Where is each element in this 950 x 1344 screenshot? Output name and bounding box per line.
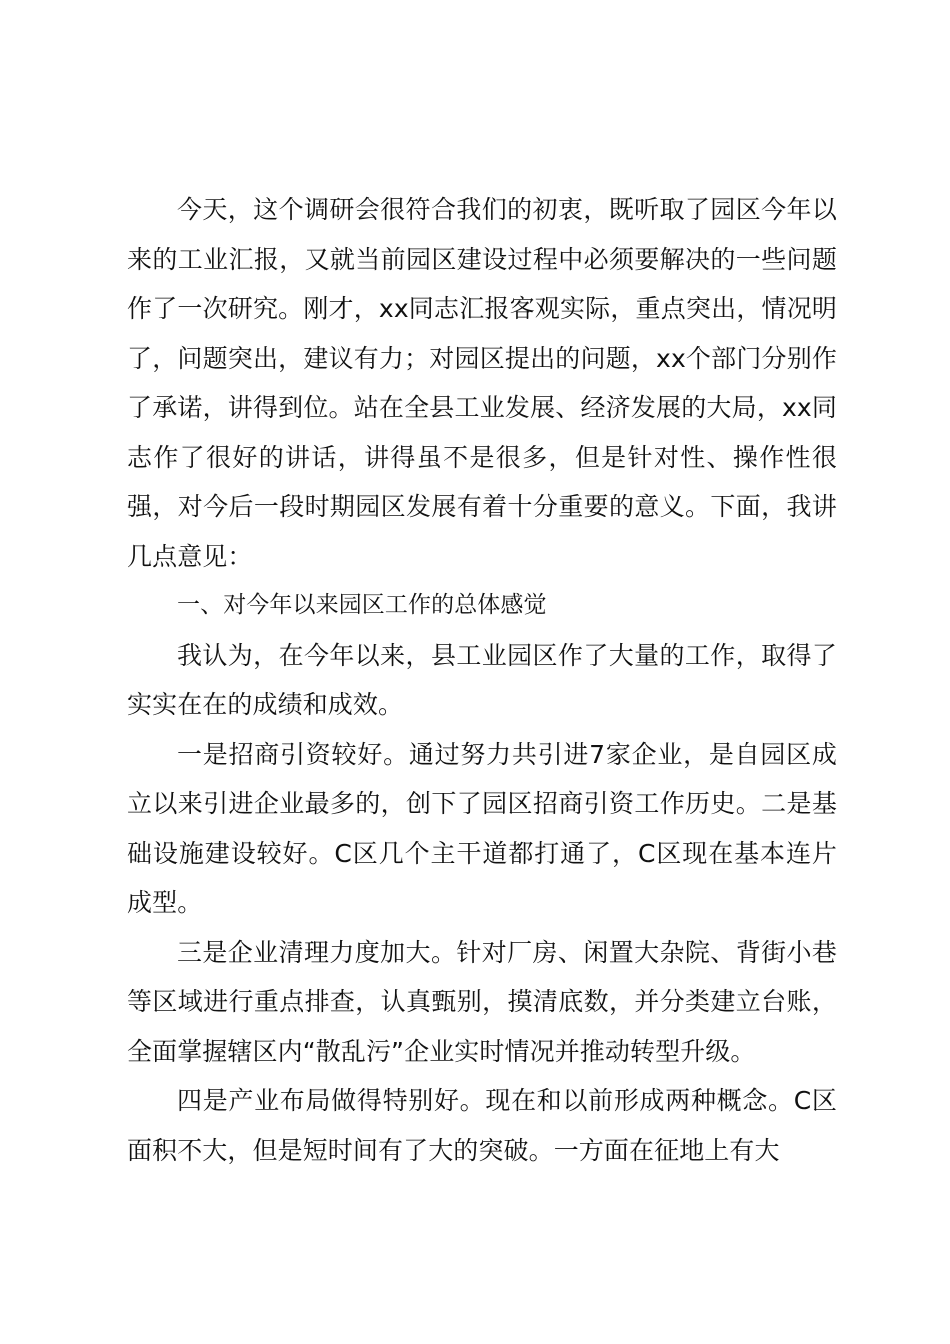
paragraph-overview: 我认为，在今年以来，县工业园区作了大量的工作，取得了实实在在的成绩和成效。	[127, 640, 837, 719]
paragraph-intro: 今天，这个调研会很符合我们的初衷，既听取了园区今年以来的工业汇报，又就当前园区建设过程中必须要解决的一些问题作了一次研究。刚才，xx同志汇报客观实际，重点突出，情况明了，问题突出，建议有力；对园区提出的问题，xx个部门分别作了承诺，讲得到位。站在全县工业发展、经济发展的大局，xx同志作了很好的讲话，讲得虽不是很多，但是针对性、操作性很强，对今后一段时期园区发展有着十分重要的意义。下面，我讲几点意见：	[127, 195, 837, 571]
paragraph-point-3: 三是企业清理力度加大。针对厂房、闲置大杂院、背街小巷等区域进行重点排查，认真甄别，摸清底数，并分类建立台账，全面掌握辖区内“散乱污”企业实时情况并推动转型升级。	[127, 937, 837, 1066]
document-body	[127, 185, 837, 1175]
section-heading: 一、对今年以来园区工作的总体感觉	[177, 592, 547, 618]
paragraph-point-1-2: 一是招商引资较好。通过努力共引进7家企业，是自园区成立以来引进企业最多的，创下了园区招商引资工作历史。二是基础设施建设较好。C区几个主干道都打通了，C区现在基本连片成型。	[127, 739, 837, 917]
paragraph-point-4: 四是产业布局做得特别好。现在和以前形成两种概念。C区面积不大，但是短时间有了大的突破。一方面在征地上有大	[127, 1086, 837, 1165]
